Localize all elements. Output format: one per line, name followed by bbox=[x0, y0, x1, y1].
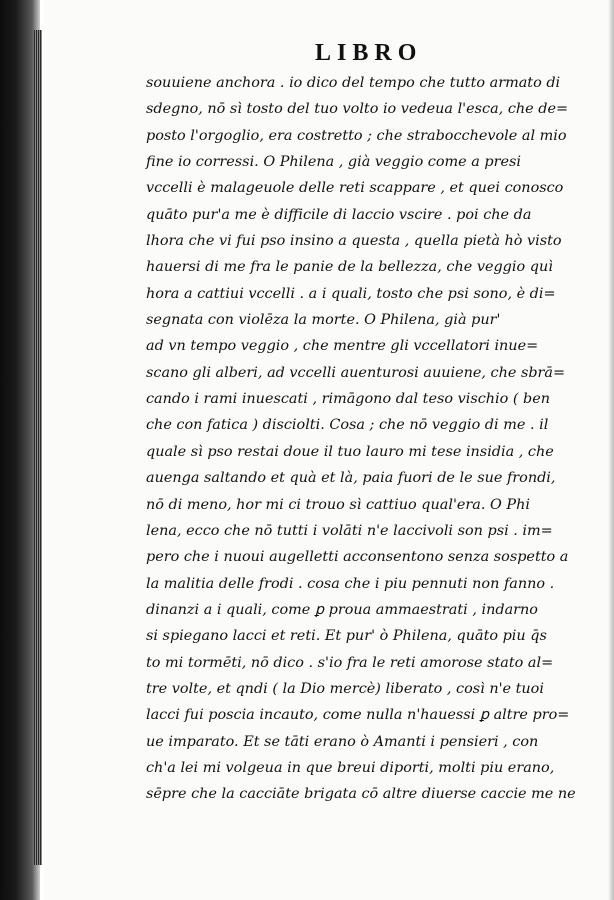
text-line: hauersi di me fra le panie de la bellezza, che veggio quì bbox=[146, 259, 553, 276]
text-line: pero che i nuoui augelletti acconsentono senza sospetto a bbox=[146, 549, 569, 566]
text-line: souuiene anchora . io dico del tempo che tutto armato di bbox=[146, 75, 561, 91]
text-line: lacci fui poscia incauto, come nulla n'hauessi ꝑ altre pro= bbox=[146, 707, 570, 724]
text-line: quāto pur'a me è difficile di laccio vscire . poi che da bbox=[146, 206, 532, 223]
text-line: ue imparato. Et se tāti erano ò Amanti i pensieri , con bbox=[146, 733, 539, 750]
text-line: si spiegano lacci et reti. Et pur' ò Philena, quāto piu q̄s bbox=[146, 628, 547, 645]
text-line: ch'a lei mi volgeua in que breui diporti, molti piu erano, bbox=[146, 759, 555, 776]
text-line: che con fatica ) disciolti. Cosa ; che nō veggio di me . il bbox=[146, 417, 549, 434]
text-line: nō di meno, hor mi ci trouo sì cattiuo qual'era. O Phi bbox=[146, 496, 530, 513]
text-line: lena, ecco che nō tutti i volāti n'e laccivoli son psi . im= bbox=[146, 522, 553, 539]
page-right-shadow bbox=[608, 0, 614, 900]
text-line: hora a cattiui vccelli . a i quali, tosto che psi sono, è di= bbox=[146, 285, 556, 302]
text-line: sēpre che la cacciāte brigata cō altre diuerse caccie me ne bbox=[146, 786, 576, 803]
text-line: segnata con violēza la morte. O Philena, già pur' bbox=[146, 312, 501, 329]
text-line: cando i rami inuescati , rimāgono dal teso vischio ( ben bbox=[146, 391, 551, 408]
text-line: quale sì pso restai doue il tuo lauro mi tese insidia , che bbox=[146, 443, 554, 460]
page-edges bbox=[34, 30, 42, 865]
text-line: ad vn tempo veggio , che mentre gli vccellatori inue= bbox=[146, 338, 539, 355]
text-line: scano gli alberi, ad vccelli auenturosi auuiene, che sbrā= bbox=[146, 364, 566, 381]
page-text bbox=[146, 70, 586, 808]
running-head: LIBRO bbox=[315, 40, 423, 66]
text-line: lhora che vi fui pso insino a questa , quella pietà hò visto bbox=[146, 233, 562, 250]
text-line: fine io corressi. O Philena , già veggio come a presi bbox=[146, 154, 522, 171]
text-line: dinanzi a i quali, come ꝑ proua ammaestrati , indarno bbox=[146, 601, 538, 618]
text-line: auenga saltando et quà et là, paia fuori de le sue frondi, bbox=[146, 470, 556, 487]
text-line: la malitia delle frodi . cosa che i piu pennuti non fanno . bbox=[146, 575, 555, 592]
text-line: posto l'orgoglio, era costretto ; che strabocchevole al mio bbox=[146, 127, 567, 144]
text-line: to mi tormēti, nō dico . s'io fra le reti amorose stato al= bbox=[146, 654, 554, 671]
text-line: vccelli è malageuole delle reti scappare , et quei conosco bbox=[146, 180, 564, 197]
text-line: sdegno, nō sì tosto del tuo volto io vedeua l'esca, che de= bbox=[146, 101, 569, 118]
text-line: tre volte, et qndi ( la Dio mercè) liberato , così n'e tuoi bbox=[146, 680, 544, 697]
